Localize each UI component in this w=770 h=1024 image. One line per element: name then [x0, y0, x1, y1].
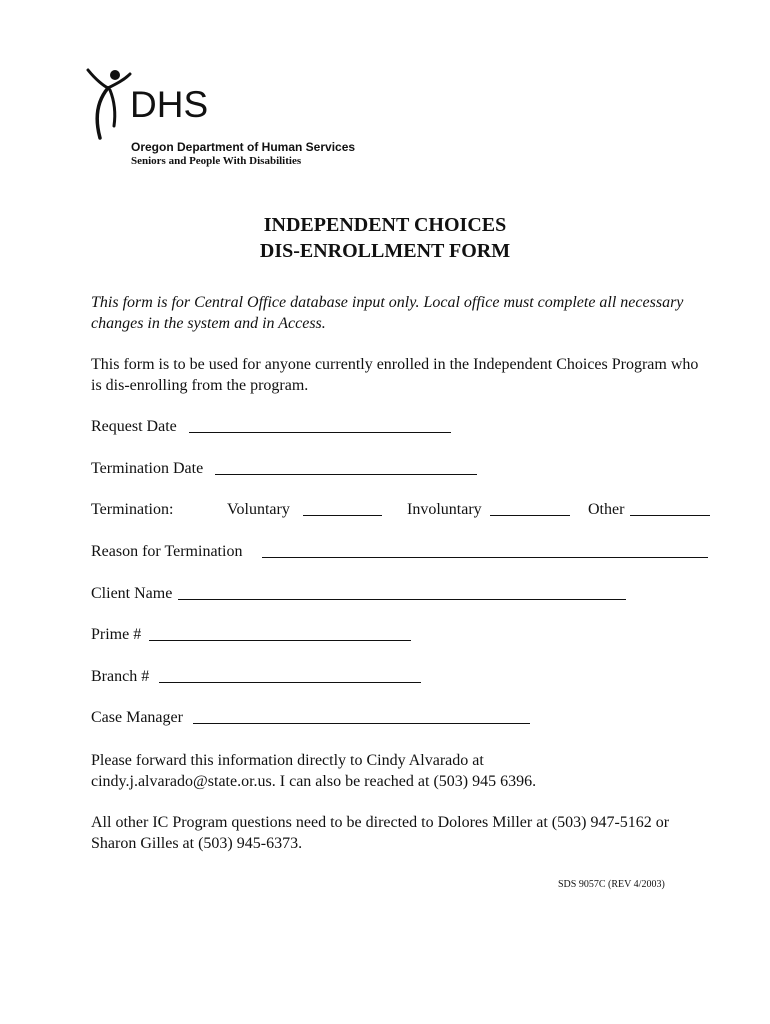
central-office-note: This form is for Central Office database input only. Local office must complete all necessary changes in the system and in Access. [91, 294, 684, 332]
questions-note: All other IC Program questions need to be directed to Dolores Miller at (503) 947-5162 or Sharon Gilles at (503) 945-6373. [91, 814, 670, 852]
branch-line[interactable] [159, 682, 421, 683]
voluntary-label: Voluntary [227, 501, 290, 518]
termination-label: Termination: [91, 501, 174, 518]
request-date-label: Request Date [91, 418, 177, 435]
other-line[interactable] [630, 515, 710, 516]
other-label: Other [588, 501, 625, 518]
case-manager-line[interactable] [193, 723, 530, 724]
involuntary-label: Involuntary [407, 501, 482, 518]
request-date-line[interactable] [189, 432, 451, 433]
termination-date-label: Termination Date [91, 460, 204, 477]
org-name: Oregon Department of Human Services [131, 140, 356, 154]
prime-line[interactable] [149, 640, 411, 641]
case-manager-label: Case Manager [91, 709, 183, 726]
form-code: SDS 9057C (REV 4/2003) [558, 879, 665, 890]
termination-date-line[interactable] [215, 474, 477, 475]
form-title-line1: INDEPENDENT CHOICES [263, 214, 507, 236]
org-subtitle: Seniors and People With Disabilities [131, 155, 302, 167]
voluntary-line[interactable] [303, 515, 382, 516]
reason-line[interactable] [262, 557, 708, 558]
forward-note: Please forward this information directly to Cindy Alvarado at cindy.j.alvarado@state.or.us. I can also be reached at (503) 945 6396. [91, 752, 537, 790]
client-name-label: Client Name [91, 585, 173, 602]
usage-note: This form is to be used for anyone currently enrolled in the Independent Choices Program who is dis-enrolling from the program. [91, 356, 699, 394]
dhs-logo-text: DHS [130, 84, 209, 125]
prime-label: Prime # [91, 626, 142, 643]
dhs-logo-figure-icon [86, 66, 132, 142]
form-title-line2: DIS-ENROLLMENT FORM [259, 240, 511, 262]
client-name-line[interactable] [178, 599, 626, 600]
reason-label: Reason for Termination [91, 543, 243, 560]
branch-label: Branch # [91, 668, 150, 685]
involuntary-line[interactable] [490, 515, 570, 516]
